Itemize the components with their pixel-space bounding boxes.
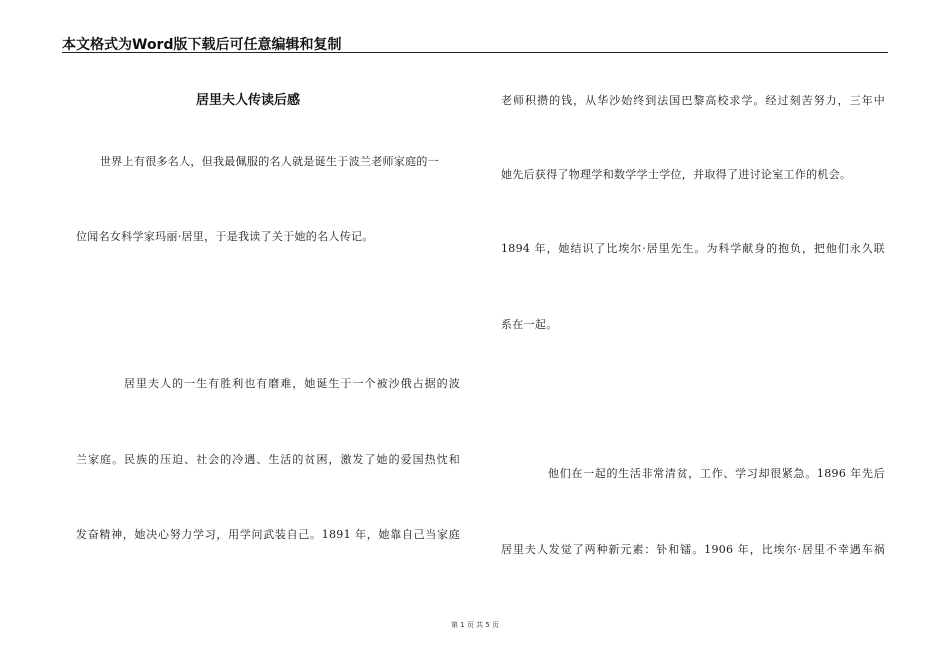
paragraph-line: 居里夫人的一生有胜利也有磨难，她诞生于一个被沙俄占据的波 (124, 377, 460, 390)
header-title: 本文格式为Word版下载后可任意编辑和复制 (62, 37, 342, 53)
paragraph-line: 位闻名女科学家玛丽·居里，于是我读了关于她的名人传记。 (76, 230, 374, 243)
document-title: 居里夫人传读后感 (196, 93, 301, 108)
paragraph-line: 兰家庭。民族的压迫、社会的冷遇、生活的贫困，激发了她的爱国热忱和 (76, 453, 460, 466)
header-divider (62, 52, 888, 53)
paragraph-line: 居里夫人发觉了两种新元素：钋和镭。1906 年，比埃尔·居里不幸遇车祸 (501, 543, 885, 556)
paragraph-line: 系在一起。 (501, 318, 558, 331)
paragraph-line: 发奋精神，她决心努力学习，用学问武装自己。1891 年，她靠自己当家庭 (76, 528, 460, 541)
paragraph-line: 世界上有很多名人，但我最佩服的名人就是诞生于波兰老师家庭的一 (100, 155, 439, 168)
paragraph-line: 老师积攒的钱，从华沙始终到法国巴黎高校求学。经过刻苦努力，三年中 (501, 94, 885, 107)
page-number: 第 1 页 共 5 页 (450, 621, 500, 629)
paragraph-line: 她先后获得了物理学和数学学士学位，并取得了进讨论室工作的机会。 (501, 168, 852, 181)
paragraph-line: 他们在一起的生活非常清贫，工作、学习却很紧急。1896 年先后 (548, 467, 885, 480)
paragraph-line: 1894 年，她结识了比埃尔·居里先生。为科学献身的抱负，把他们永久联 (501, 242, 885, 255)
